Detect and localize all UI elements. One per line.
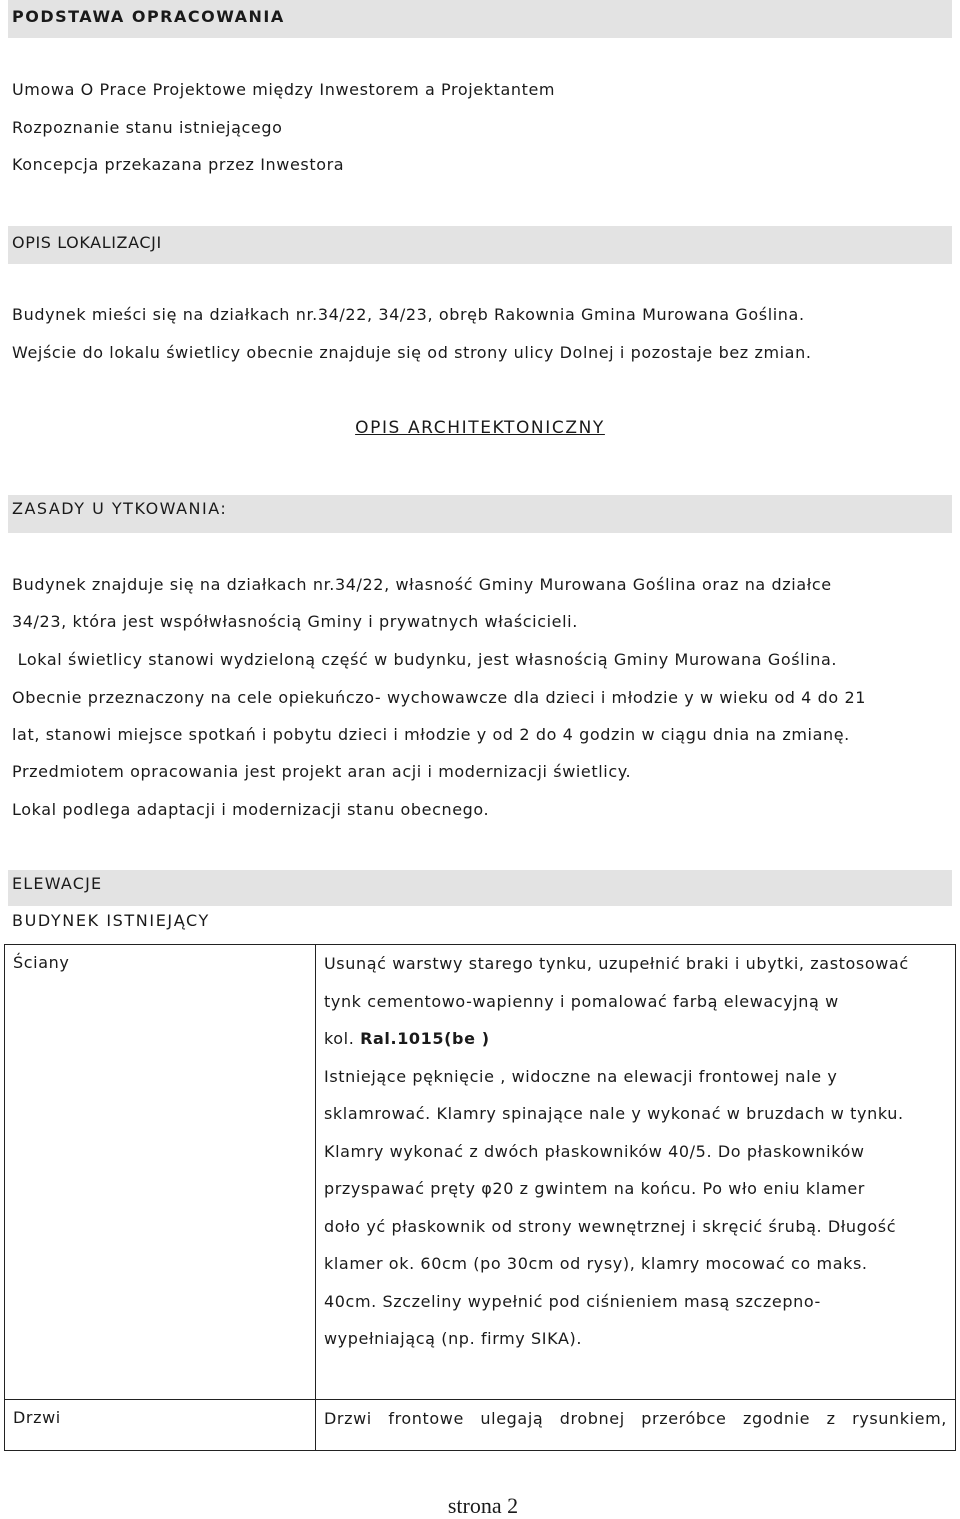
table-row-doors bbox=[5, 1400, 956, 1451]
basis-item-2: Rozpoznanie stanu istniejącego bbox=[12, 118, 283, 137]
section-heading-basis bbox=[8, 0, 952, 38]
existing-building-heading: BUDYNEK ISTNIEJĄCY bbox=[12, 911, 210, 930]
usage-line-6: Przedmiotem opracowania jest projekt aran acji i modernizacji świetlicy. bbox=[12, 762, 632, 781]
walls-line-4: Istniejące pęknięcie , widoczne na elewacji frontowej nale y bbox=[324, 1066, 838, 1086]
basis-item-1: Umowa O Prace Projektowe między Inwestorem a Projektantem bbox=[12, 80, 556, 99]
location-line-1: Budynek mieści się na działkach nr.34/22, 34/23, obręb Rakownia Gmina Murowana Goślina. bbox=[12, 305, 805, 324]
section-heading-location bbox=[8, 226, 952, 264]
walls-line-11: wypełniającą (np. firmy SIKA). bbox=[324, 1329, 583, 1348]
section-heading-elevations bbox=[8, 870, 952, 906]
section-heading-usage bbox=[8, 495, 952, 533]
walls-line-6: Klamry wykonać z dwóch płaskowników 40/5. Do płaskowników bbox=[324, 1141, 865, 1161]
doors-label: Drzwi bbox=[5, 1400, 316, 1451]
usage-line-4: Obecnie przeznaczony na cele opiekuńczo- wychowawcze dla dzieci i młodzie y w wieku od 4 do 21 bbox=[12, 688, 867, 707]
walls-line-3 bbox=[324, 1020, 947, 1058]
heading-elevations-text: ELEWACJE bbox=[12, 874, 103, 893]
table-row-walls bbox=[5, 945, 956, 1400]
usage-line-1: Budynek znajduje się na działkach nr.34/22, własność Gminy Murowana Goślina oraz na działce bbox=[12, 575, 832, 594]
walls-line-9: klamer ok. 60cm (po 30cm od rysy), klamry mocować co maks. bbox=[324, 1254, 868, 1273]
doors-description: Drzwi frontowe ulegają drobnej przeróbce zgodnie z rysunkiem, bbox=[316, 1400, 956, 1451]
walls-line-3-text: kol. bbox=[324, 1029, 361, 1048]
usage-line-2: 34/23, która jest współwłasnością Gminy i prywatnych właścicieli. bbox=[12, 612, 578, 631]
heading-location-text: OPIS LOKALIZACJI bbox=[12, 233, 162, 252]
architecture-title: OPIS ARCHITEKTONICZNY bbox=[355, 418, 605, 438]
basis-item-3: Koncepcja przekazana przez Inwestora bbox=[12, 155, 345, 174]
walls-line-8: doło yć płaskownik od strony wewnętrznej i skręcić śrubą. Długość bbox=[324, 1216, 897, 1236]
usage-line-3: Lokal świetlicy stanowi wydzieloną część w budynku, jest własnością Gminy Murowana Goślina. bbox=[12, 650, 838, 669]
walls-line-10: 40cm. Szczeliny wypełnić pod ciśnieniem masą szczepno- bbox=[324, 1291, 821, 1311]
heading-basis-text: PODSTAWA OPRACOWANIA bbox=[12, 7, 285, 26]
ral-color-code: Ral.1015(be ) bbox=[360, 1029, 490, 1048]
walls-description bbox=[316, 945, 956, 1400]
walls-line-5: sklamrować. Klamry spinające nale y wykonać w bruzdach w tynku. bbox=[324, 1104, 904, 1123]
page-number: strona 2 bbox=[447, 1493, 519, 1518]
elevations-table bbox=[4, 944, 956, 1451]
walls-line-7: przyspawać pręty φ20 z gwintem na końcu. Po wło eniu klamer bbox=[324, 1179, 865, 1198]
location-line-2: Wejście do lokalu świetlicy obecnie znajduje się od strony ulicy Dolnej i pozostaje bez zmian. bbox=[12, 343, 812, 362]
usage-line-7: Lokal podlega adaptacji i modernizacji stanu obecnego. bbox=[12, 800, 490, 819]
heading-usage-text: ZASADY U YTKOWANIA: bbox=[12, 499, 228, 518]
walls-line-2: tynk cementowo-wapienny i pomalować farbą elewacyjną w bbox=[324, 991, 839, 1011]
usage-line-5: lat, stanowi miejsce spotkań i pobytu dzieci i młodzie y od 2 do 4 godzin w ciągu dnia na zmianę. bbox=[12, 725, 850, 744]
walls-line-1: Usunąć warstwy starego tynku, uzupełnić braki i ubytki, zastosować bbox=[324, 954, 909, 973]
walls-label: Ściany bbox=[5, 945, 316, 1400]
